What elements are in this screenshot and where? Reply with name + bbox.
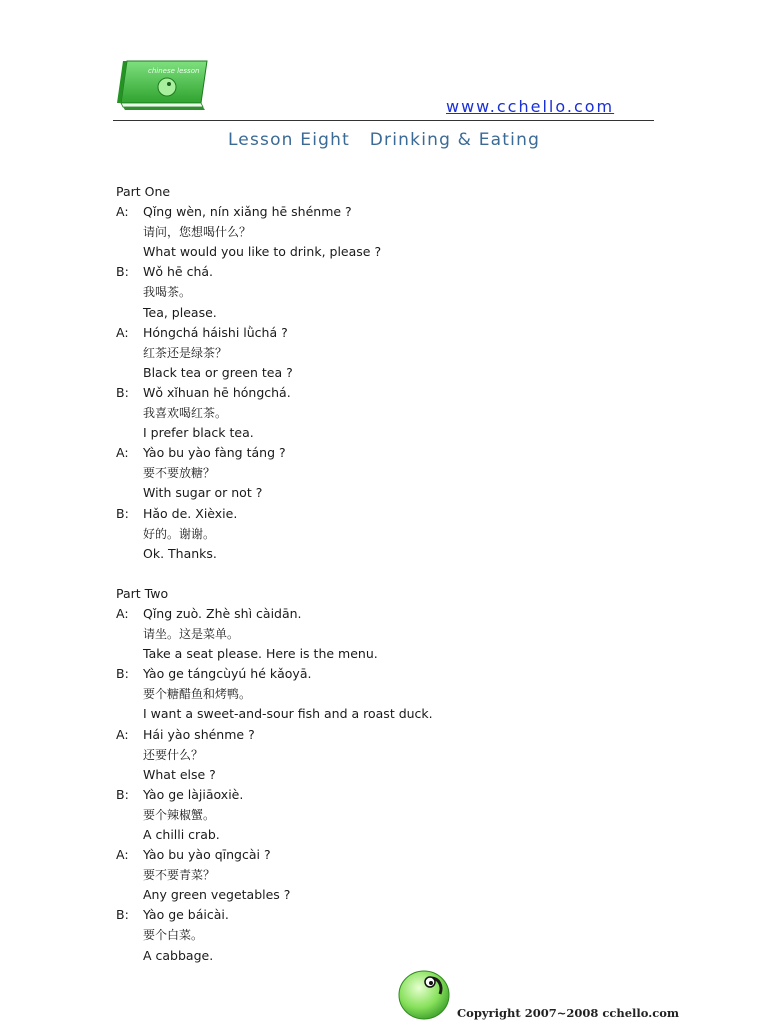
copyright-text: Copyright 2007~2008 cchello.com [457,1006,680,1020]
dialogue-line-cn [116,403,676,423]
dialogue-line-en [116,765,676,785]
line-text: Yào ge báicài. [143,907,229,923]
speaker-label: B: [116,264,129,280]
line-text: Qǐng wèn, nín xiǎng hē shénme ? [143,204,352,220]
line-text: 要个白菜。 [143,928,204,943]
part-heading: Part One [116,184,171,199]
dialogue-line-pinyin [116,725,676,745]
dialogue-line-cn [116,805,676,825]
line-text: Any green vegetables ? [143,887,291,903]
line-text: Qǐng zuò. Zhè shì càidān. [143,605,302,621]
dialogue-line-en [116,363,676,383]
line-text: 请问，您想喝什么？ [143,225,252,240]
dialogue-line-pinyin [116,504,676,524]
speaker-label: A: [116,445,129,461]
line-text: Black tea or green tea ? [143,364,293,380]
speaker-label: A: [116,204,129,220]
speaker-label: A: [116,324,129,340]
dialogue-line-en [116,544,676,564]
speaker-label: B: [116,384,129,400]
dialogue-line-pinyin [116,604,676,624]
dialogue-line-cn [116,524,676,544]
speaker-label: B: [116,505,129,521]
speaker-label: A: [116,726,129,742]
part-spacer [116,564,676,584]
dialogue-line-cn [116,463,676,483]
line-text: Take a seat please. Here is the menu. [143,646,378,662]
line-text: Hái yào shénme ? [143,726,255,742]
line-text: 我喜欢喝红茶。 [143,406,228,421]
dialogue-line-en [116,825,676,845]
dialogue-line-en [116,242,676,262]
dialogue-line-cn [116,624,676,644]
dialogue-line-en [116,483,676,503]
line-text: Hóngchá háishi lǜchá ? [143,324,288,340]
line-text: 请坐。这是菜单。 [143,627,240,642]
speaker-label: B: [116,786,129,802]
cchello-logo [393,964,455,1022]
line-text: I prefer black tea. [143,425,254,441]
lesson-title: Lesson Eight Drinking & Eating [227,130,541,150]
dialogue-line-en [116,423,676,443]
line-text: Wǒ hē chá. [143,264,213,280]
dialogue-line-pinyin [116,905,676,925]
line-text: Yào ge làjiāoxiè. [143,786,244,802]
line-text: A cabbage. [143,947,214,963]
speaker-label: A: [116,847,129,863]
line-text: 要个辣椒蟹。 [143,807,216,822]
line-text: 我喝茶。 [143,285,192,300]
dialogue-line-en [116,303,676,323]
part-heading: Part Two [116,585,169,601]
dialogue-line-cn [116,925,676,945]
site-link[interactable]: www.cchello.com [446,97,615,116]
dialogue-line-pinyin [116,202,676,222]
dialogue-line-cn [116,222,676,242]
dialogue-line-pinyin [116,323,676,343]
header-divider [113,120,654,121]
line-text: Hǎo de. Xièxie. [143,505,238,521]
line-text: Yào bu yào fàng táng ? [143,445,286,461]
speaker-label: B: [116,666,129,682]
dialogue-line-pinyin [116,664,676,684]
line-text: What else ? [143,766,216,782]
dialogue-line-en [116,885,676,905]
dialogue-line-pinyin [116,785,676,805]
speaker-label: A: [116,605,129,621]
dialogue-line-pinyin [116,262,676,282]
dialogue-line-pinyin [116,383,676,403]
dialogue-line-cn [116,865,676,885]
line-text: Ok. Thanks. [143,545,217,561]
book-logo [113,57,213,111]
dialogue-line-cn [116,282,676,302]
line-text: Wǒ xǐhuan hē hóngchá. [143,384,291,400]
dialogue-line-en [116,946,676,966]
dialogue-line-en [116,644,676,664]
dialogue-line-cn [116,343,676,363]
line-text: Yào bu yào qīngcài ? [143,847,271,863]
line-text: 要个糖醋鱼和烤鸭。 [143,687,252,702]
dialogue-line-en [116,704,676,724]
line-text: What would you like to drink, please ? [143,244,382,260]
dialogue-line-pinyin [116,443,676,463]
dialogue-line-cn [116,684,676,704]
line-text: A chilli crab. [143,827,220,842]
line-text: 要不要放糖？ [143,466,216,481]
dialogue-content [116,182,676,966]
speaker-label: B: [116,907,129,923]
line-text: 还要什么？ [143,747,204,762]
line-text: 要不要青菜？ [143,868,216,883]
line-text: With sugar or not ? [143,485,263,501]
line-text: 好的。谢谢。 [143,526,216,541]
dialogue-line-pinyin [116,845,676,865]
line-text: Yào ge tángcùyú hé kǎoyā. [143,666,312,682]
dialogue-line-cn [116,745,676,765]
line-text: I want a sweet-and-sour fish and a roast duck. [143,706,433,722]
line-text: Tea, please. [143,304,217,320]
line-text: 红茶还是绿茶？ [143,345,228,360]
logo-text: chinese lesson [148,67,200,75]
